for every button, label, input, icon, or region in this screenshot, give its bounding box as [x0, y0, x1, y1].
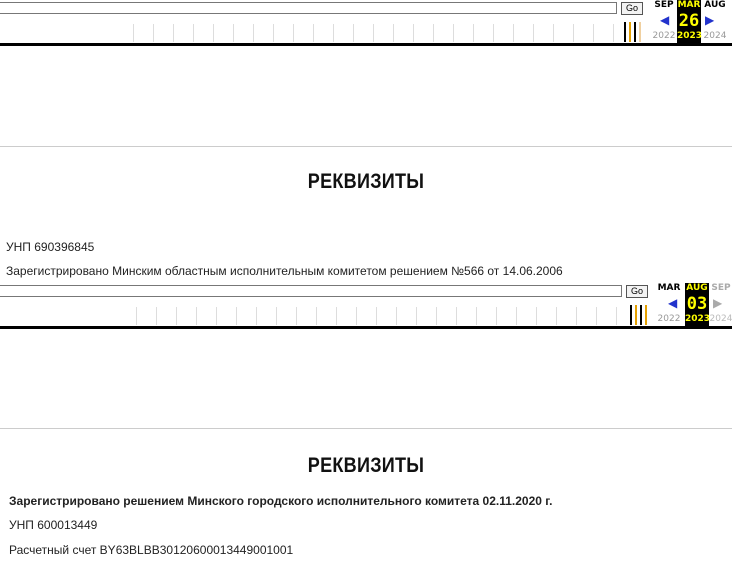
capture-mark[interactable]: [624, 22, 626, 42]
timeline-tick: [393, 24, 394, 42]
timeline-tick: [613, 24, 614, 42]
timeline-tick: [313, 24, 314, 42]
calendar-current: [677, 0, 701, 44]
timeline-tick: [496, 307, 497, 325]
timeline-tick: [433, 24, 434, 42]
current-month: MAR: [677, 0, 701, 10]
timeline-tick: [216, 307, 217, 325]
timeline-tick: [536, 307, 537, 325]
timeline-tick: [576, 307, 577, 325]
next-month[interactable]: AUG: [704, 0, 726, 10]
capture-mark[interactable]: [634, 22, 636, 42]
prev-month[interactable]: MAR: [657, 283, 681, 293]
timeline-tick: [233, 24, 234, 42]
capture-mark[interactable]: [635, 305, 637, 325]
go-button[interactable]: Go: [626, 285, 648, 298]
timeline-tick: [236, 307, 237, 325]
timeline-tick: [356, 307, 357, 325]
timeline-tick: [316, 307, 317, 325]
wayback-toolbar-2: [0, 283, 732, 331]
triangle-left-icon[interactable]: ◀: [668, 296, 678, 310]
timeline-sparkline[interactable]: [0, 303, 656, 325]
capture-mark[interactable]: [629, 22, 631, 42]
timeline-tick: [593, 24, 594, 42]
calendar-nav: [652, 0, 732, 46]
capture-mark[interactable]: [630, 305, 632, 325]
current-month: AUG: [686, 283, 708, 293]
calendar-prev[interactable]: [657, 283, 681, 324]
triangle-right-icon: ▶: [713, 296, 723, 310]
go-button[interactable]: Go: [621, 2, 643, 15]
timeline-tick: [456, 307, 457, 325]
timeline-tick: [413, 24, 414, 42]
timeline-tick: [333, 24, 334, 42]
next-year[interactable]: 2024: [703, 31, 727, 41]
page-heading: РЕКВИЗИТЫ: [307, 170, 425, 193]
account-line: Расчетный счет BY63BLBB30120600013449001001: [9, 543, 294, 557]
toolbar-bottom-rule: [0, 326, 732, 329]
calendar-current: [685, 283, 709, 327]
triangle-right-icon[interactable]: ▶: [705, 13, 715, 27]
timeline-tick: [253, 24, 254, 42]
timeline-tick: [336, 307, 337, 325]
timeline-tick: [453, 24, 454, 42]
prev-year[interactable]: 2022: [657, 314, 681, 324]
timeline-tick: [293, 24, 294, 42]
timeline-tick: [296, 307, 297, 325]
timeline-tick: [436, 307, 437, 325]
timeline-tick: [553, 24, 554, 42]
triangle-left-icon[interactable]: ◀: [660, 13, 670, 27]
timeline-tick: [156, 307, 157, 325]
calendar-prev[interactable]: [652, 0, 676, 41]
timeline-tick: [516, 307, 517, 325]
timeline-tick: [133, 24, 134, 42]
timeline-tick: [193, 24, 194, 42]
timeline-tick: [493, 24, 494, 42]
timeline-tick: [213, 24, 214, 42]
timeline-tick: [616, 307, 617, 325]
timeline-tick: [416, 307, 417, 325]
prev-month[interactable]: SEP: [654, 0, 674, 10]
calendar-nav: [657, 283, 732, 329]
timeline-tick: [256, 307, 257, 325]
url-input[interactable]: [0, 285, 622, 297]
next-year: 2024: [709, 314, 732, 324]
timeline-tick: [376, 307, 377, 325]
timeline-tick: [136, 307, 137, 325]
timeline-sparkline[interactable]: [0, 20, 650, 42]
timeline-tick: [573, 24, 574, 42]
timeline-tick: [153, 24, 154, 42]
wayback-toolbar-1: [0, 0, 732, 48]
current-day: 26: [678, 11, 700, 31]
section-divider: [0, 146, 732, 147]
url-input[interactable]: [0, 2, 617, 14]
page-heading: РЕКВИЗИТЫ: [307, 454, 425, 477]
capture-mark[interactable]: [640, 305, 642, 325]
timeline-tick: [373, 24, 374, 42]
timeline-tick: [176, 307, 177, 325]
timeline-tick: [596, 307, 597, 325]
unp-line: УНП 600013449: [9, 518, 98, 532]
calendar-next[interactable]: [703, 0, 727, 41]
prev-year[interactable]: 2022: [652, 31, 676, 41]
next-month: SEP: [711, 283, 731, 293]
timeline-tick: [533, 24, 534, 42]
toolbar-bottom-rule: [0, 43, 732, 46]
registration-line: Зарегистрировано решением Минского городского исполнительного комитета 02.11.2020 г.: [9, 494, 553, 508]
timeline-tick: [473, 24, 474, 42]
registration-line: Зарегистрировано Минским областным исполнительным комитетом решением №566 от 14.06.2006: [6, 264, 563, 278]
timeline-tick: [276, 307, 277, 325]
timeline-tick: [273, 24, 274, 42]
timeline-tick: [196, 307, 197, 325]
timeline-tick: [353, 24, 354, 42]
capture-mark[interactable]: [645, 305, 647, 325]
current-day: 03: [686, 294, 708, 314]
capture-mark[interactable]: [639, 22, 641, 42]
timeline-tick: [476, 307, 477, 325]
current-year: 2023: [685, 314, 711, 324]
timeline-tick: [173, 24, 174, 42]
section-divider: [0, 428, 732, 429]
unp-line: УНП 690396845: [6, 240, 95, 254]
timeline-tick: [556, 307, 557, 325]
current-year: 2023: [677, 31, 703, 41]
timeline-tick: [513, 24, 514, 42]
timeline-tick: [396, 307, 397, 325]
calendar-next: [709, 283, 732, 324]
